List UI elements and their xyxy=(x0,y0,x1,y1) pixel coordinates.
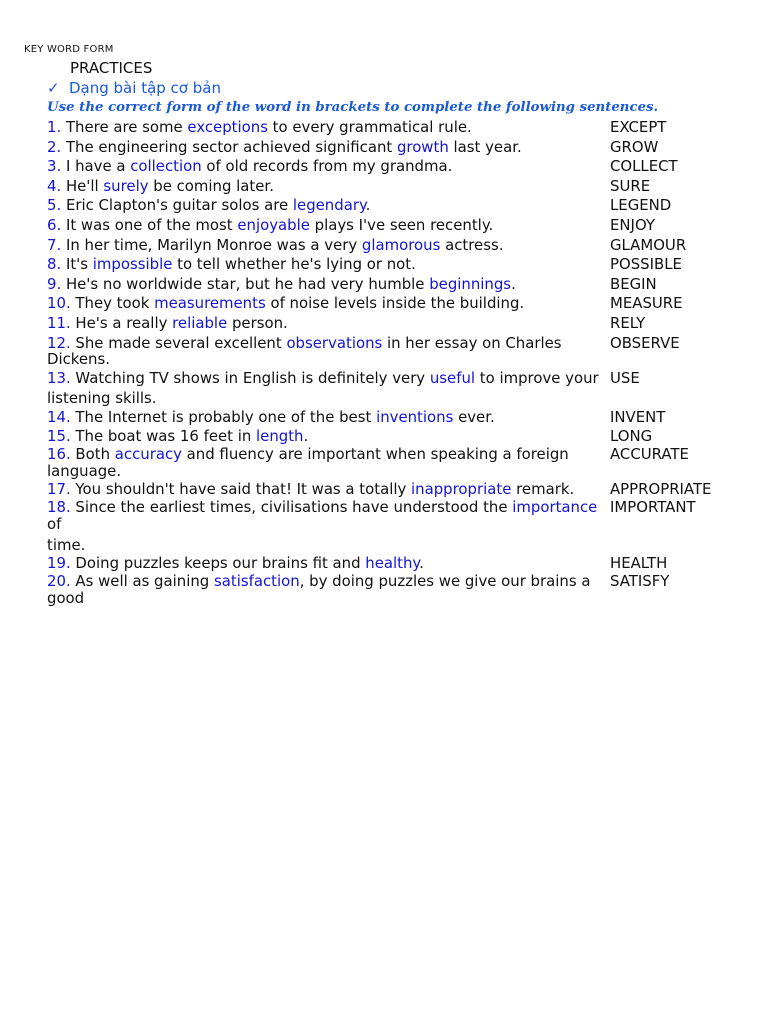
subtitle-text: Dạng bài tập cơ bản xyxy=(69,79,221,97)
sentence-end: . xyxy=(303,427,309,446)
sentence-start: They took xyxy=(70,294,155,313)
sentence-end: remark. xyxy=(511,480,575,499)
answer-word: importance xyxy=(512,498,598,517)
exercise-row xyxy=(47,119,737,136)
exercise-sentence xyxy=(47,573,607,606)
exercise-number: 5. xyxy=(47,196,62,215)
sentence-end: , by doing puzzles we give our brains a good xyxy=(47,572,591,607)
exercise-row xyxy=(47,315,737,332)
exercise-number: 20. xyxy=(47,572,71,591)
answer-word: healthy xyxy=(365,554,420,573)
keyword: GLAMOUR xyxy=(610,235,687,254)
exercise-number: 2. xyxy=(47,137,62,156)
exercise-sentence xyxy=(47,237,607,254)
sentence-end: of old records from my grandma. xyxy=(201,157,453,176)
sentence-end: of xyxy=(47,515,62,534)
sentence-start: As well as gaining xyxy=(70,572,214,591)
exercise-sentence xyxy=(47,139,607,156)
section-title: PRACTICES xyxy=(70,59,153,77)
exercise-sentence xyxy=(47,315,607,332)
sentence-end: person. xyxy=(227,313,288,332)
exercise-number: 17. xyxy=(47,480,71,499)
keyword: SATISFY xyxy=(610,572,670,591)
exercise-row xyxy=(47,409,737,426)
keyword: RELY xyxy=(610,313,646,332)
exercise-number: 3. xyxy=(47,157,62,176)
exercise-row xyxy=(47,428,737,445)
sentence-end: last year. xyxy=(448,137,522,156)
exercise-sentence xyxy=(47,499,607,553)
exercise-number: 14. xyxy=(47,407,71,426)
instruction-text: Use the correct form of the word in brackets to complete the following sentences. xyxy=(47,100,659,115)
exercise-row xyxy=(47,139,737,156)
exercise-number: 15. xyxy=(47,427,71,446)
answer-word: surely xyxy=(103,176,149,195)
sentence-start: There are some xyxy=(61,118,188,136)
checkmark-icon: ✓ xyxy=(47,79,60,97)
exercise-sentence xyxy=(47,481,607,498)
exercise-number: 6. xyxy=(47,215,62,234)
sentence-start: It was one of the most xyxy=(61,215,238,234)
exercise-list xyxy=(47,119,737,606)
sentence-start: He's no worldwide star, but he had very humble xyxy=(61,274,430,293)
sentence-end: actress. xyxy=(440,235,504,254)
answer-word: satisfaction xyxy=(213,572,300,591)
keyword: GROW xyxy=(610,137,659,156)
exercise-sentence xyxy=(47,409,607,426)
keyword: LONG xyxy=(610,427,653,446)
exercise-number: 7. xyxy=(47,235,62,254)
exercise-number: 18. xyxy=(47,498,71,517)
sentence-start: In her time, Marilyn Monroe was a very xyxy=(61,235,362,254)
sentence-start: Watching TV shows in English is definitely very xyxy=(70,368,430,387)
exercise-row xyxy=(47,217,737,234)
answer-word: useful xyxy=(429,368,476,387)
keyword: MEASURE xyxy=(610,294,683,313)
answer-word: length xyxy=(256,427,304,446)
keyword: EXCEPT xyxy=(610,118,667,136)
exercise-sentence xyxy=(47,158,607,175)
exercise-number: 1. xyxy=(47,118,62,136)
keyword: HEALTH xyxy=(610,554,668,573)
sentence-start: The boat was 16 feet in xyxy=(70,427,257,446)
exercise-row xyxy=(47,158,737,175)
exercise-row xyxy=(47,481,737,498)
exercise-row xyxy=(47,276,737,293)
sentence-start: He'll xyxy=(61,176,104,195)
exercise-number: 8. xyxy=(47,255,62,274)
document-header: KEY WORD FORM xyxy=(24,44,114,55)
exercise-number: 10. xyxy=(47,294,71,313)
keyword: SURE xyxy=(610,176,651,195)
exercise-number: 13. xyxy=(47,368,71,387)
answer-word: impossible xyxy=(92,255,173,274)
sentence-start: You shouldn't have said that! It was a totally xyxy=(70,480,412,499)
exercise-sentence xyxy=(47,178,607,195)
exercise-row xyxy=(47,256,737,273)
exercise-sentence xyxy=(47,217,607,234)
keyword: INVENT xyxy=(610,407,666,426)
sentence-end: and fluency are important when speaking a foreign language. xyxy=(47,445,569,480)
sentence-start: The Internet is probably one of the best xyxy=(70,407,377,426)
exercise-number: 9. xyxy=(47,274,62,293)
exercise-row xyxy=(47,555,737,572)
exercise-number: 16. xyxy=(47,445,71,464)
section-subtitle xyxy=(47,79,221,97)
exercise-number: 4. xyxy=(47,176,62,195)
answer-word: inappropriate xyxy=(411,480,512,499)
sentence-end: be coming later. xyxy=(148,176,274,195)
sentence-start: I have a xyxy=(61,157,131,176)
exercise-row xyxy=(47,335,737,368)
exercise-sentence xyxy=(47,446,607,479)
exercise-sentence xyxy=(47,276,607,293)
exercise-sentence xyxy=(47,370,607,407)
sentence-end: of noise levels inside the building. xyxy=(265,294,525,313)
keyword: BEGIN xyxy=(610,274,657,293)
exercise-number: 19. xyxy=(47,554,71,573)
keyword: APPROPRIATE xyxy=(610,480,712,499)
answer-word: enjoyable xyxy=(237,215,310,234)
keyword: IMPORTANT xyxy=(610,498,696,517)
exercise-row xyxy=(47,178,737,195)
sentence-start: He's a really xyxy=(70,313,173,332)
exercise-number: 12. xyxy=(47,333,71,352)
keyword: ACCURATE xyxy=(610,445,689,464)
sentence-start: Both xyxy=(70,445,115,464)
answer-word: beginnings xyxy=(429,274,512,293)
exercise-row xyxy=(47,446,737,479)
sentence-start: The engineering sector achieved significant xyxy=(61,137,397,156)
answer-word: observations xyxy=(286,333,383,352)
keyword: ENJOY xyxy=(610,215,655,234)
exercise-sentence xyxy=(47,335,607,368)
exercise-sentence xyxy=(47,295,607,312)
sentence-end: . xyxy=(419,554,424,573)
exercise-sentence xyxy=(47,256,607,273)
sentence-end: ever. xyxy=(453,407,495,426)
exercise-row xyxy=(47,499,737,553)
answer-word: legendary xyxy=(292,196,366,215)
exercise-sentence xyxy=(47,428,607,445)
sentence-start: Since the earliest times, civilisations have understood the xyxy=(70,498,513,517)
answer-word: glamorous xyxy=(361,235,441,254)
sentence-start: It's xyxy=(61,255,93,274)
answer-word: reliable xyxy=(172,313,228,332)
sentence-start: Eric Clapton's guitar solos are xyxy=(61,196,293,215)
exercise-row xyxy=(47,295,737,312)
keyword: COLLECT xyxy=(610,157,678,176)
keyword: OBSERVE xyxy=(610,333,680,352)
keyword: USE xyxy=(610,368,640,387)
exercise-row xyxy=(47,573,737,606)
exercise-row xyxy=(47,197,737,214)
answer-word: growth xyxy=(396,137,449,156)
answer-word: accuracy xyxy=(114,445,182,464)
sentence-end: to improve your xyxy=(475,368,599,387)
sentence-start: She made several excellent xyxy=(70,333,287,352)
sentence-end: . xyxy=(511,274,516,293)
answer-word: collection xyxy=(130,157,202,176)
keyword: POSSIBLE xyxy=(610,255,682,274)
answer-word: inventions xyxy=(376,407,454,426)
sentence-end: . xyxy=(365,196,371,215)
sentence-start: Doing puzzles keeps our brains fit and xyxy=(70,554,366,573)
exercise-sentence xyxy=(47,119,607,136)
sentence-end: to tell whether he's lying or not. xyxy=(172,255,416,274)
exercise-number: 11. xyxy=(47,313,71,332)
exercise-row xyxy=(47,370,737,407)
sentence-continuation: time. xyxy=(47,535,86,554)
sentence-end: in her essay on Charles Dickens. xyxy=(47,333,562,369)
answer-word: exceptions xyxy=(187,118,268,136)
sentence-continuation: listening skills. xyxy=(47,389,157,408)
sentence-end: plays I've seen recently. xyxy=(309,215,494,234)
exercise-sentence xyxy=(47,197,607,214)
keyword: LEGEND xyxy=(610,196,672,215)
exercise-sentence xyxy=(47,555,607,572)
exercise-row xyxy=(47,237,737,254)
sentence-end: to every grammatical rule. xyxy=(267,118,472,136)
answer-word: measurements xyxy=(154,294,266,313)
